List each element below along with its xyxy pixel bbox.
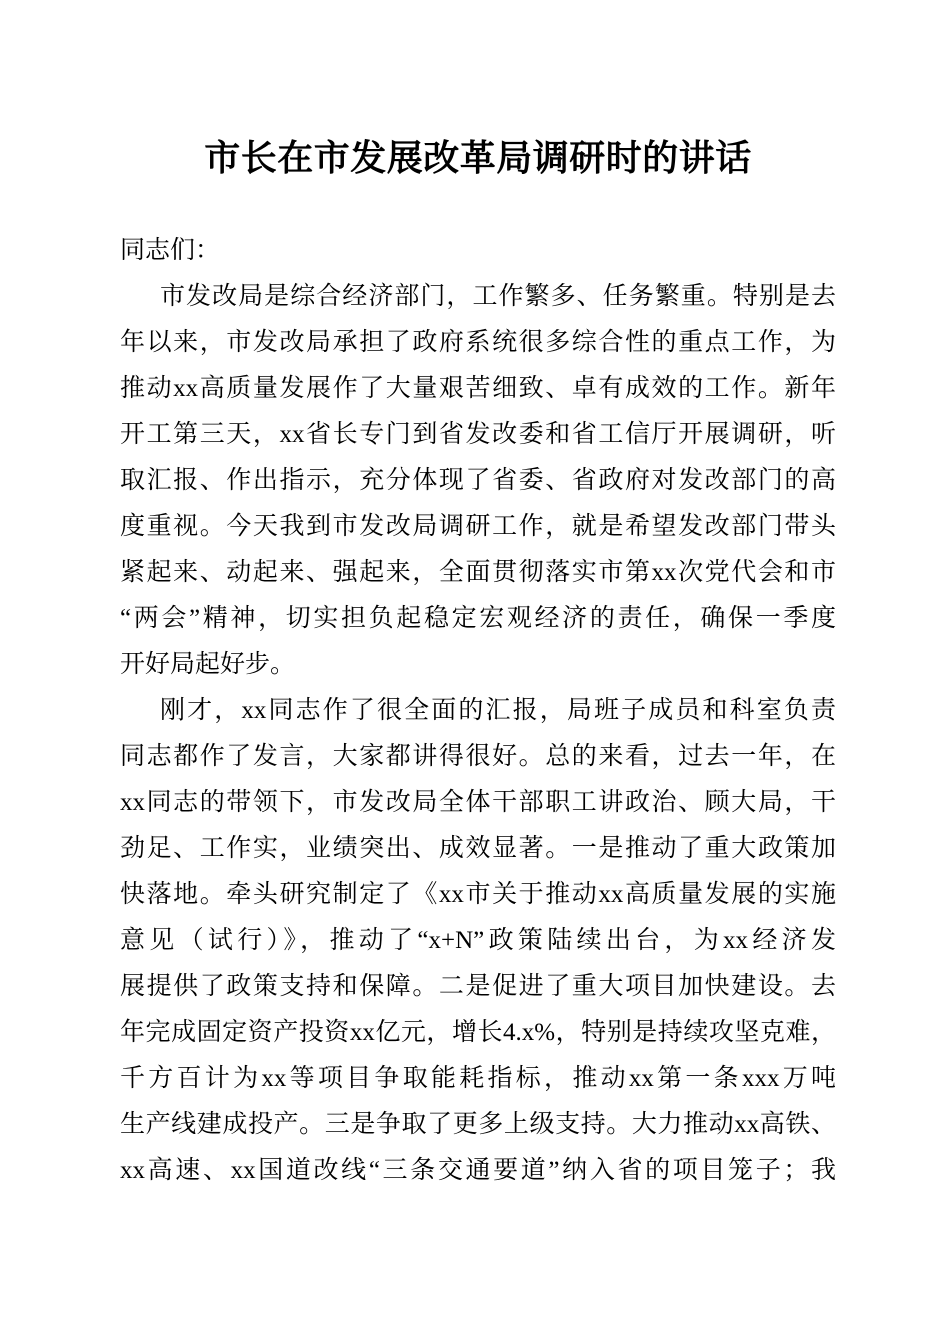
text-line: 取汇报、作出指示，充分体现了省委、省政府对发改部门的高 [120,467,836,494]
document-body [120,228,836,1194]
text-line: 市发改局是综合经济部门，工作繁多、任务繁重。特别是去 [160,283,836,310]
text-line: “两会”精神，切实担负起稳定宏观经济的责任，确保一季度 [120,605,836,632]
text-line: 快落地。牵头研究制定了《xx市关于推动xx高质量发展的实施 [120,881,836,908]
text-line: 推动xx高质量发展作了大量艰苦细致、卓有成效的工作。新年 [120,375,836,402]
text-line: 开好局起好步。 [120,651,296,678]
text-line: xx高速、xx国道改线“三条交通要道”纳入省的项目笼子；我 [120,1157,836,1184]
text-line: 刚才，xx同志作了很全面的汇报，局班子成员和科室负责 [160,697,836,724]
text-line: 年完成固定资产投资xx亿元，增长4.x%，特别是持续攻坚克难， [120,1019,836,1046]
text-line: 劲足、工作实，业绩突出、成效显著。一是推动了重大政策加 [120,835,836,862]
document-title: 市长在市发展改革局调研时的讲话 [204,138,752,178]
text-line: 意见（试行）》，推动了“x+N”政策陆续出台，为xx经济发 [120,927,836,954]
text-line: 紧起来、动起来、强起来，全面贯彻落实市第xx次党代会和市 [120,559,836,586]
text-line: xx同志的带领下，市发改局全体干部职工讲政治、顾大局，干 [120,789,836,816]
text-line: 年以来，市发改局承担了政府系统很多综合性的重点工作，为 [120,329,836,356]
text-line: 开工第三天，xx省长专门到省发改委和省工信厅开展调研，听 [120,421,836,448]
text-line: 同志们： [120,237,221,264]
text-line: 度重视。今天我到市发改局调研工作，就是希望发改部门带头 [120,513,836,540]
text-line: 千方百计为xx等项目争取能耗指标，推动xx第一条xxx万吨 [120,1065,836,1092]
text-line: 生产线建成投产。三是争取了更多上级支持。大力推动xx高铁、 [120,1111,836,1138]
text-line: 同志都作了发言，大家都讲得很好。总的来看，过去一年，在 [120,743,836,770]
text-line: 展提供了政策支持和保障。二是促进了重大项目加快建设。去 [120,973,836,1000]
